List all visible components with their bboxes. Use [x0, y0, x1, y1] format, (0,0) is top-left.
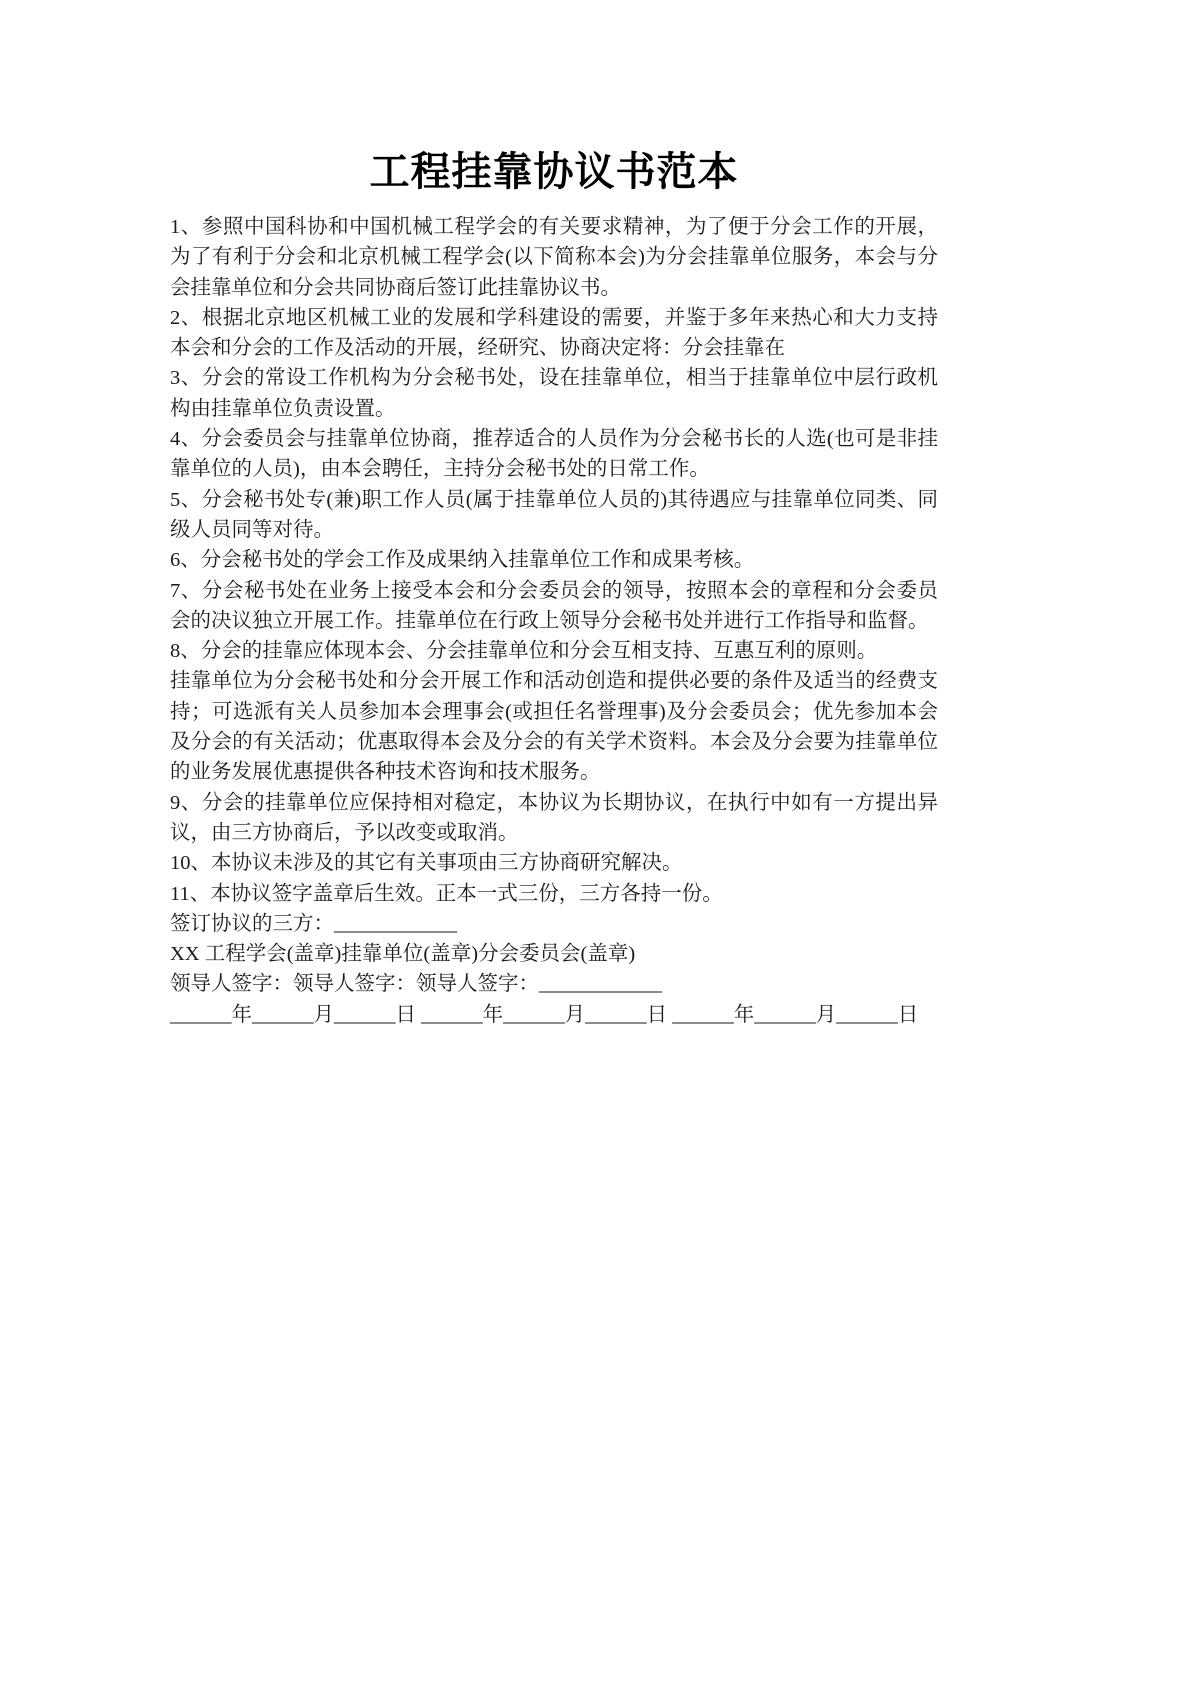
paragraph-2: 2、根据北京地区机械工业的发展和学科建设的需要，并鉴于多年来热心和大力支持本会和分会的工作及活动的开展，经研究、协商决定将：分会挂靠在 [170, 306, 938, 360]
document-title: 工程挂靠协议书范本 [369, 149, 739, 194]
paragraph-5: 5、分会秘书处专(兼)职工作人员(属于挂靠单位人员的)其待遇应与挂靠单位同类、同级人员同等对待。 [170, 488, 938, 541]
paragraph-9: 9、分会的挂靠单位应保持相对稳定，本协议为长期协议，在执行中如有一方提出异议，由三方协商后，予以改变或取消。 [170, 791, 938, 844]
document-body [170, 212, 938, 1030]
paragraph-11: 11、本协议签字盖章后生效。正本一式三份，三方各持一份。 [170, 882, 723, 905]
leader-signature-line: 领导人签字：领导人签字：领导人签字：____________ [170, 973, 662, 996]
paragraph-benefits: 挂靠单位为分会秘书处和分会开展工作和活动创造和提供必要的条件及适当的经费支持；可选派有关人员参加本会理事会(或担任名誉理事)及分会委员会；优先参加本会及分会的有关活动；优惠取得本会及分会的有关学术资料。本会及分会要为挂靠单位的业务发展优惠提供各种技术咨询和技术服务。 [170, 670, 938, 784]
paragraph-7: 7、分会秘书处在业务上接受本会和分会委员会的领导，按照本会的章程和分会委员会的决议独立开展工作。挂靠单位在行政上领导分会秘书处并进行工作指导和监督。 [170, 579, 938, 632]
signing-parties-line: 签订协议的三方：____________ [170, 912, 457, 935]
paragraph-6: 6、分会秘书处的学会工作及成果纳入挂靠单位工作和成果考核。 [170, 549, 755, 572]
paragraph-3: 3、分会的常设工作机构为分会秘书处，设在挂靠单位，相当于挂靠单位中层行政机构由挂靠单位负责设置。 [170, 367, 938, 420]
date-blanks-line: ______年______月______日 ______年______月______日 ______年______月______日 [170, 1003, 919, 1026]
paragraph-10: 10、本协议未涉及的其它有关事项由三方协商研究解决。 [170, 852, 683, 875]
paragraph-1: 1、参照中国科协和中国机械工程学会的有关要求精神，为了便于分会工作的开展，为了有利于分会和北京机械工程学会(以下简称本会)为分会挂靠单位服务，本会与分会挂靠单位和分会共同协商后签订此挂靠协议书。 [170, 216, 938, 299]
paragraph-8: 8、分会的挂靠应体现本会、分会挂靠单位和分会互相支持、互惠互利的原则。 [170, 640, 878, 663]
paragraph-4: 4、分会委员会与挂靠单位协商，推荐适合的人员作为分会秘书长的人选(也可是非挂靠单位的人员)，由本会聘任，主持分会秘书处的日常工作。 [170, 428, 938, 481]
seal-parties-line: XX 工程学会(盖章)挂靠单位(盖章)分会委员会(盖章) [170, 943, 636, 966]
document-content [170, 146, 938, 1030]
